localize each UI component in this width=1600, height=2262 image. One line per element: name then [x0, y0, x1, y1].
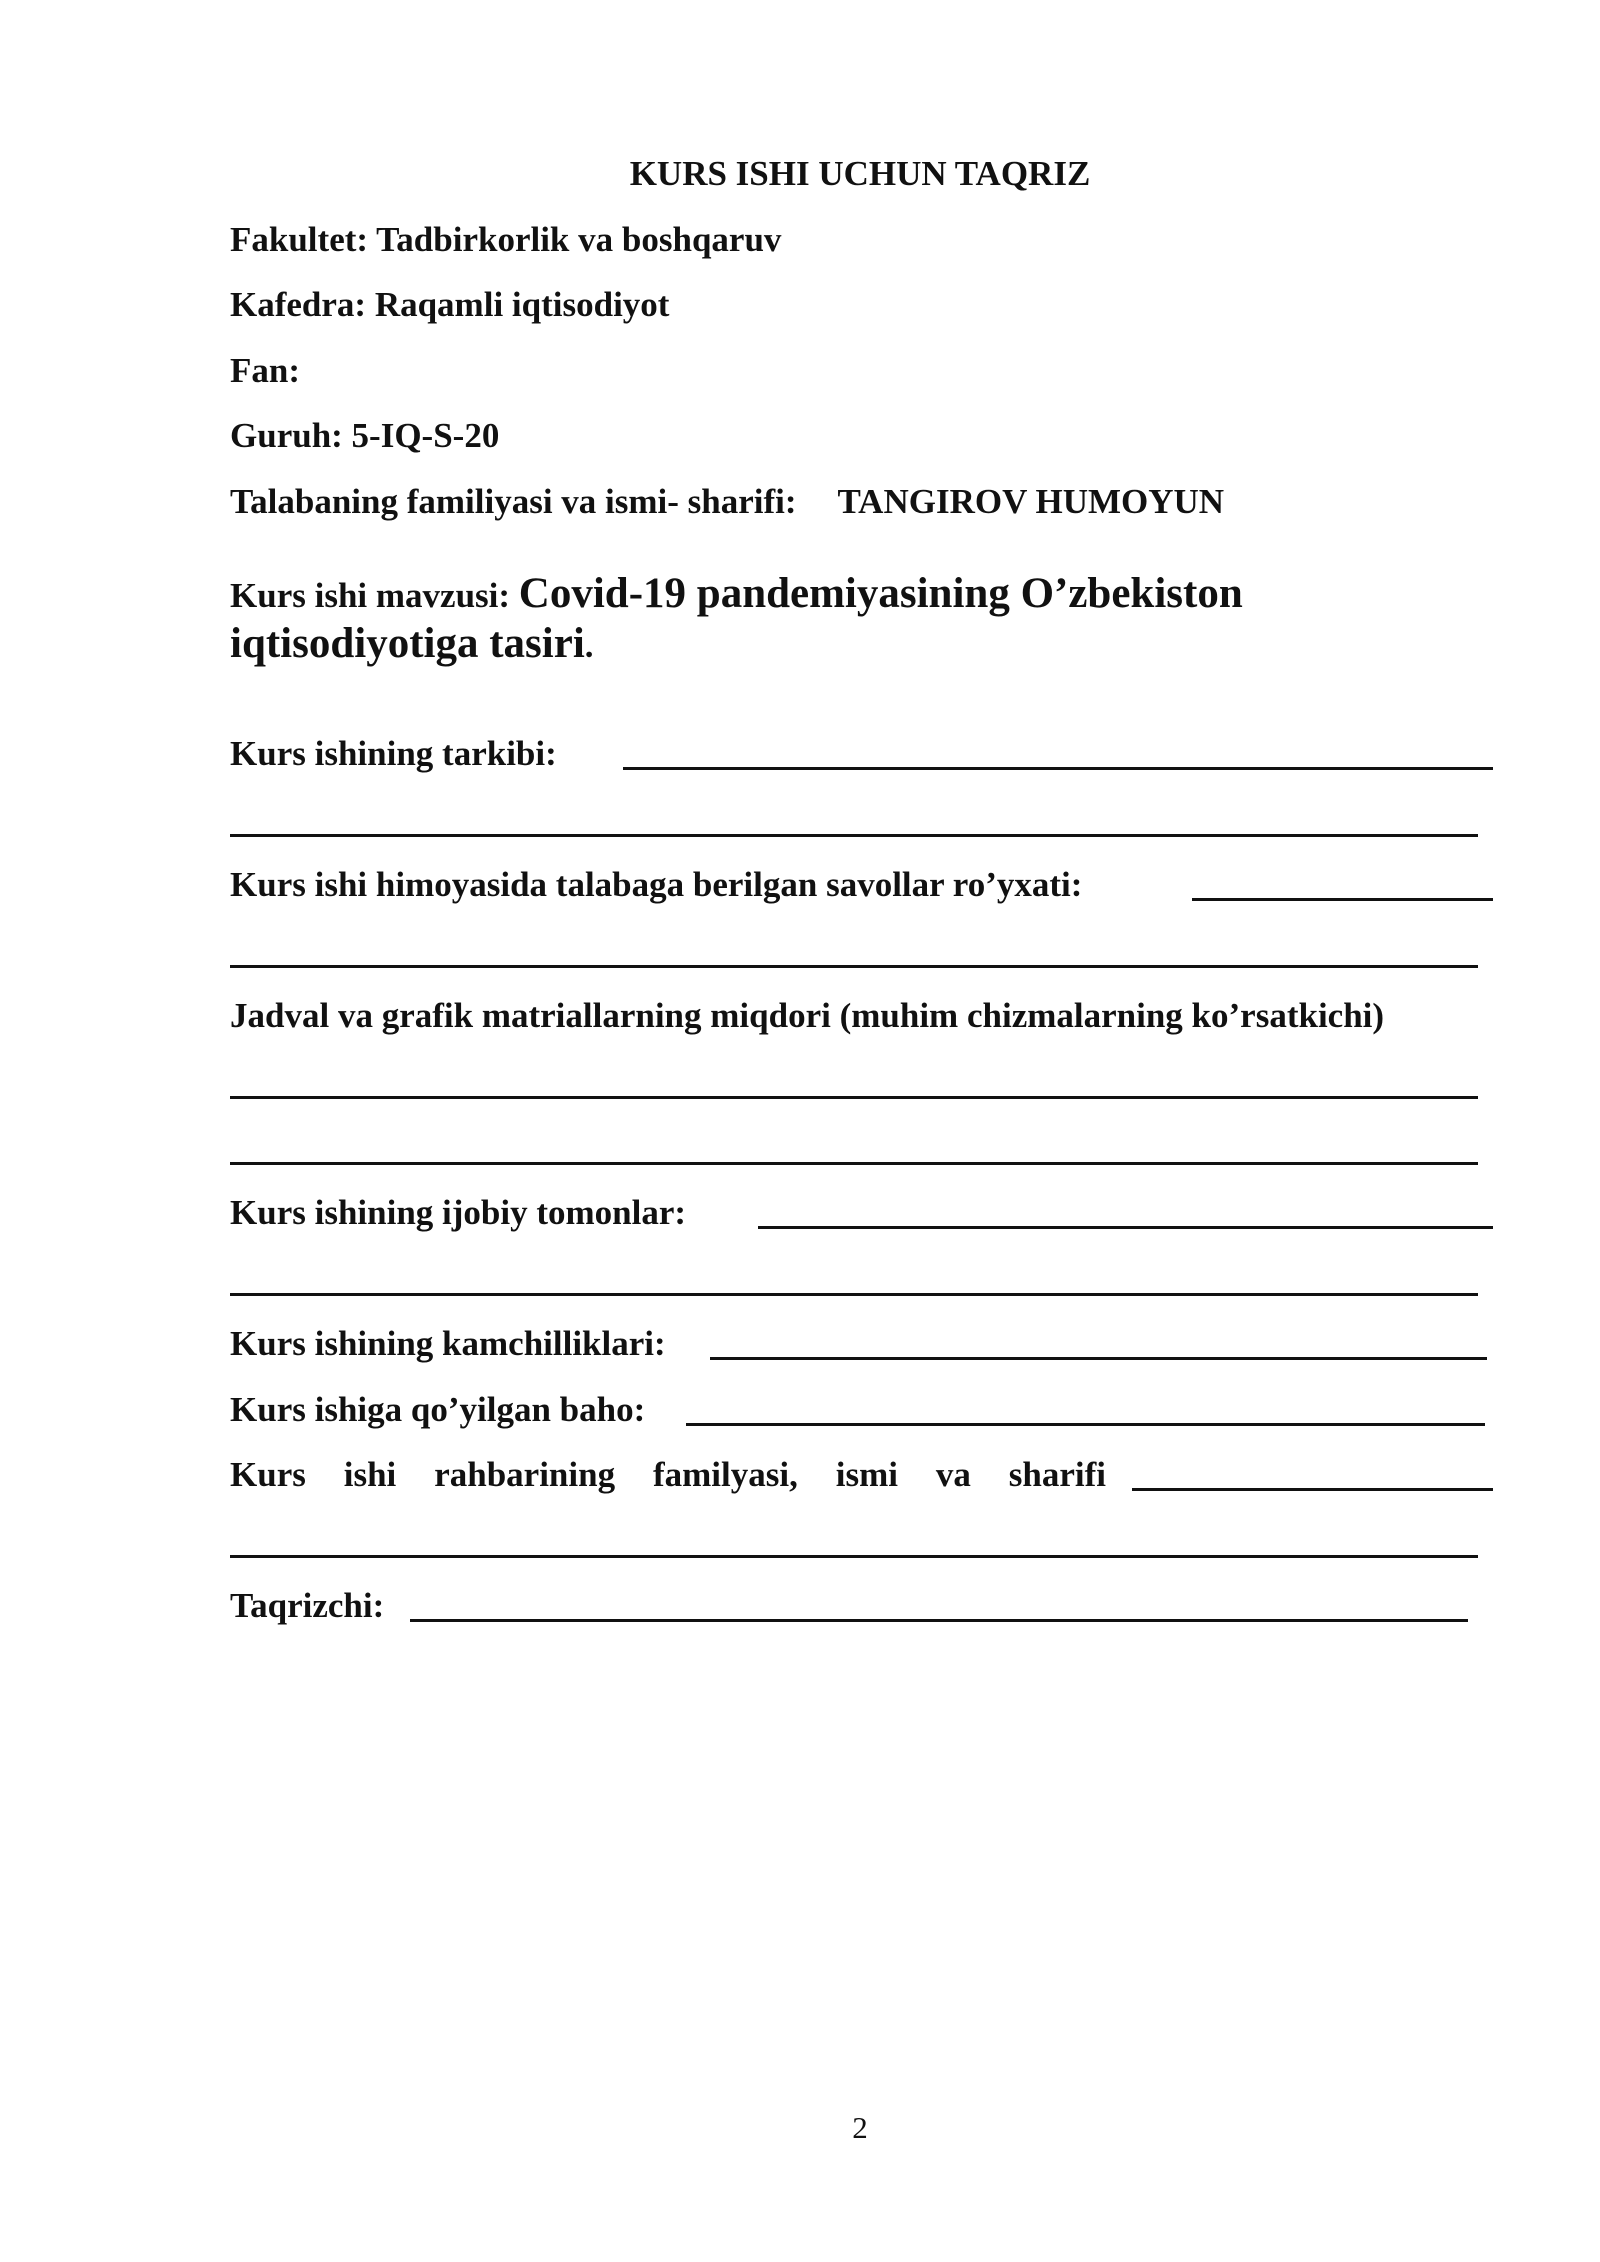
guruh-line: Guruh: 5-IQ-S-20	[230, 416, 500, 455]
fan-line: Fan:	[230, 351, 300, 390]
talaba-line	[230, 480, 1224, 524]
savollar-blank-line	[1192, 898, 1493, 901]
savollar-label: Kurs ishi himoyasida talabaga berilgan savollar ro’yxati:	[230, 865, 1083, 904]
rahbar-word: Kurs	[230, 1455, 306, 1494]
kafedra-line: Kafedra: Raqamli iqtisodiyot	[230, 285, 670, 324]
ijobiy-blank-line-2	[230, 1293, 1478, 1296]
rahbar-word: sharifi	[1008, 1455, 1106, 1494]
rahbar-word: familyasi,	[652, 1455, 798, 1494]
kamchilliklari-blank-line	[710, 1357, 1487, 1360]
rahbar-label	[230, 1453, 1106, 1497]
page-number: 2	[852, 2110, 868, 2145]
rahbar-blank-line-2	[230, 1555, 1478, 1558]
tarkibi-label: Kurs ishining tarkibi:	[230, 734, 557, 773]
tarkibi-blank-line-2	[230, 834, 1478, 837]
mavzu-period: .	[584, 626, 594, 665]
mavzu-label: Kurs ishi mavzusi:	[230, 576, 519, 615]
talaba-name: TANGIROV HUMOYUN	[837, 482, 1225, 521]
taqrizchi-label: Taqrizchi:	[230, 1586, 385, 1625]
ijobiy-label: Kurs ishining ijobiy tomonlar:	[230, 1193, 687, 1232]
savollar-blank-line-2	[230, 965, 1478, 968]
rahbar-word: ismi	[835, 1455, 898, 1494]
rahbar-blank-line	[1132, 1488, 1493, 1491]
fakultet-line: Fakultet: Tadbirkorlik va boshqaruv	[230, 220, 782, 259]
jadval-label: Jadval va grafik matriallarning miqdori (muhim chizmalarning ko’rsatkichi)	[230, 996, 1385, 1035]
jadval-blank-line-2	[230, 1162, 1478, 1165]
kamchilliklari-label: Kurs ishining kamchilliklari:	[230, 1324, 666, 1363]
talaba-label: Talabaning familiyasi va ismi- sharifi:	[230, 482, 797, 521]
baho-blank-line	[686, 1423, 1485, 1426]
mavzu-text-line2: iqtisodiyotiga tasiri	[230, 620, 585, 667]
mavzu-text-line1: Covid-19 pandemiyasining O’zbekiston	[518, 570, 1243, 617]
taqrizchi-blank-line	[410, 1619, 1468, 1622]
baho-label: Kurs ishiga qo’yilgan baho:	[230, 1390, 646, 1429]
tarkibi-blank-line	[623, 767, 1493, 770]
rahbar-word: va	[935, 1455, 971, 1494]
mavzu-line2	[230, 618, 594, 672]
rahbar-word: rahbarining	[434, 1455, 616, 1494]
document-title: KURS ISHI UCHUN TAQRIZ	[629, 154, 1091, 193]
mavzu-line	[230, 568, 1243, 622]
ijobiy-blank-line	[758, 1226, 1493, 1229]
jadval-blank-line-1	[230, 1096, 1478, 1099]
rahbar-word: ishi	[343, 1455, 397, 1494]
